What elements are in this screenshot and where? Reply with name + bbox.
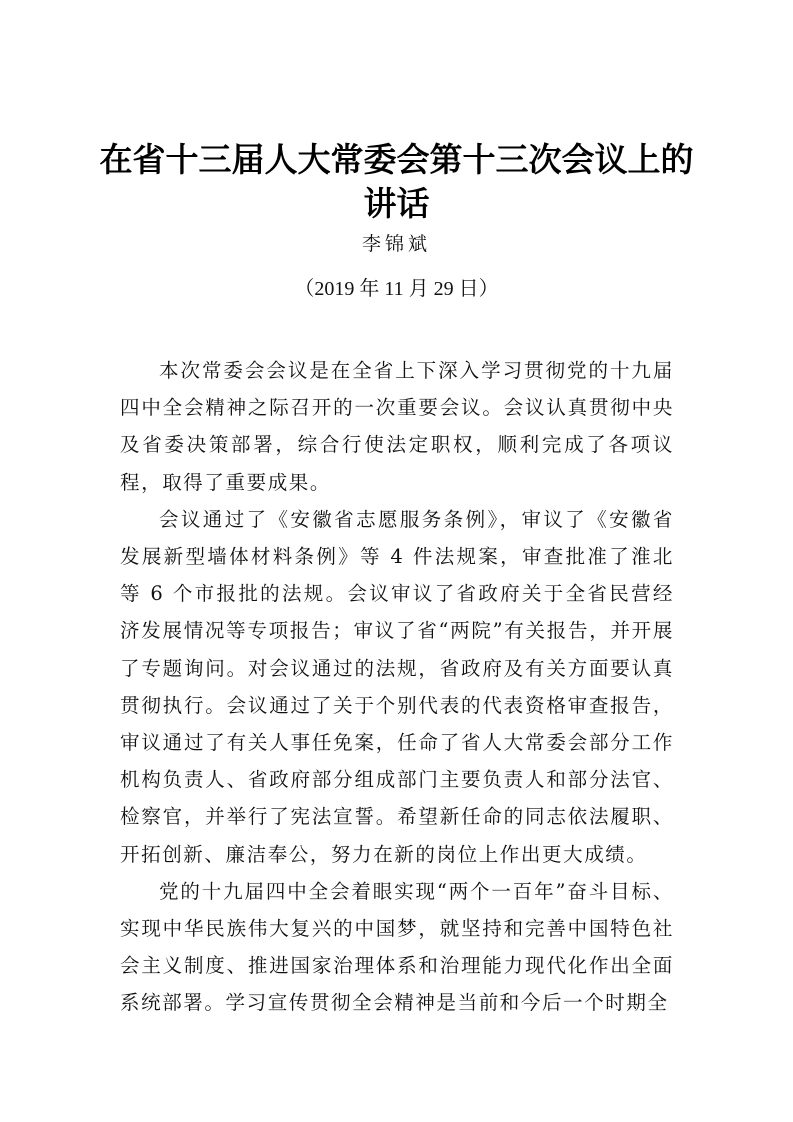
document-title-line-2: 讲话 [363,184,430,223]
paragraph: 党的十九届四中全会着眼实现“两个一百年”奋斗目标、实现中华民族伟大复兴的中国梦，就坚持和完善中国特色社会主义制度、推进国家治理体系和治理能力现代化作出全面系统部署。学习宣传贯彻全会精神是当前和今后一个时期全 [120,879,674,1015]
author-name: 李锦斌 [361,233,431,255]
paragraph: 会议通过了《安徽省志愿服务条例》，审议了《安徽省发展新型墙体材料条例》等 4 件法规案，审查批准了淮北等 6 个市报批的法规。会议审议了省政府关于全省民营经济发展情况等专项报告；审议了省“两院”有关报告，并开展了专题询问。对会议通过的法规，省政府及有关方面要认真贯彻执行。会议通过了关于个别代表的代表资格审查报告，审议通过了有关人事任免案，任命了省人大常委会部分工作机构负责人、省政府部分组成部门主要负责人和部分法官、检察官，并举行了宪法宣誓。希望新任命的同志依法履职、开拓创新、廉洁奉公，努力在新的岗位上作出更大成绩。 [120,507,674,866]
paragraph: 本次常委会会议是在全省上下深入学习贯彻党的十九届四中全会精神之际召开的一次重要会议。会议认真贯彻中央及省委决策部署，综合行使法定职权，顺利完成了各项议程，取得了重要成果。 [120,359,674,494]
speech-date: （2019 年 11 月 29 日） [294,278,499,300]
document-body [120,352,674,1022]
document-title-line-1: 在省十三届人大常委会第十三次会议上的 [99,140,694,179]
